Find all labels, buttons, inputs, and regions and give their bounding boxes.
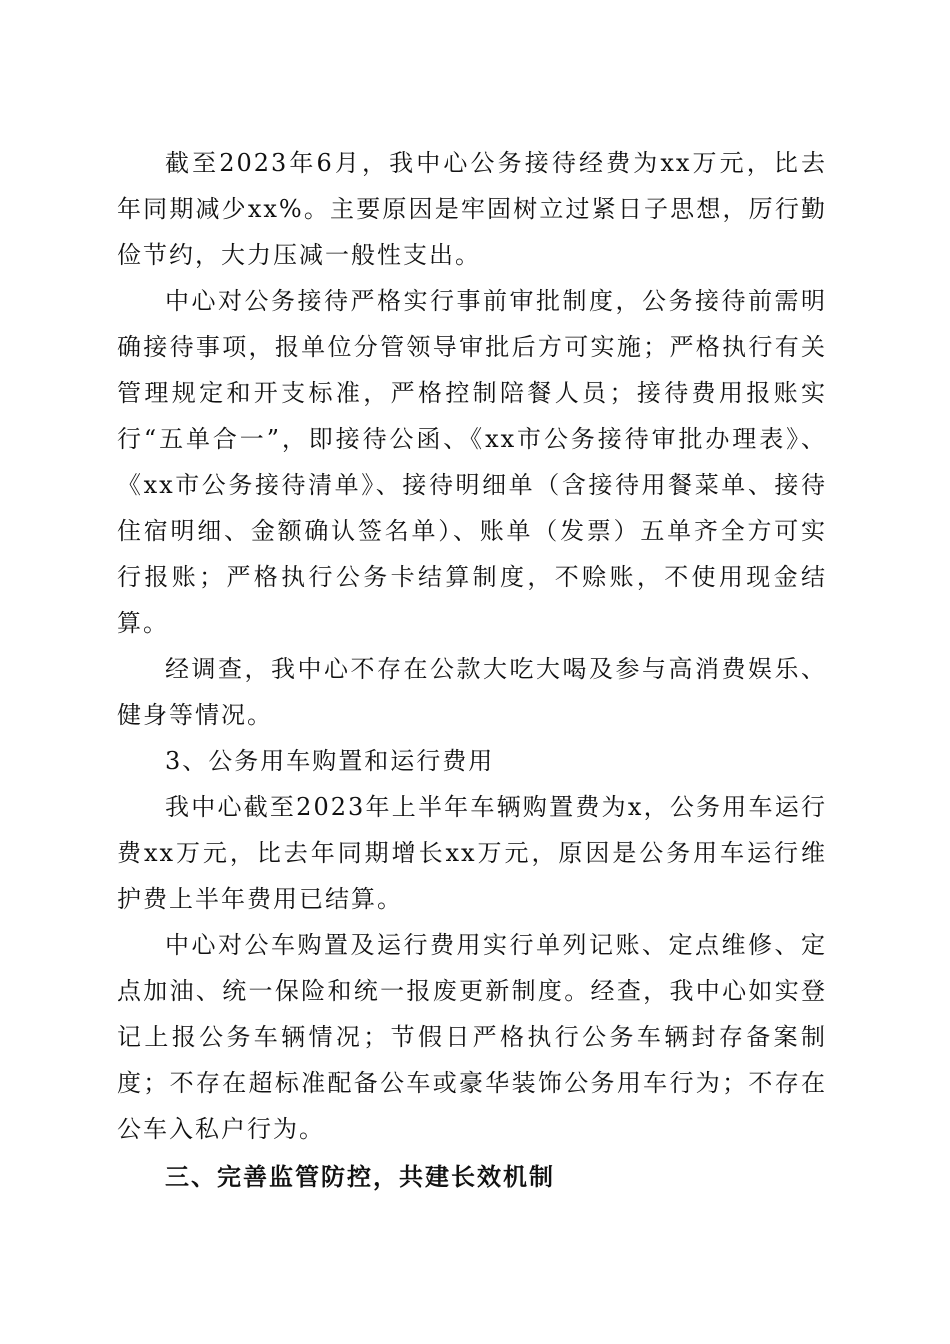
- paragraph-vehicle-expense-summary: 我中心截至2023年上半年车辆购置费为x，公务用车运行费xx万元，比去年同期增长xx万元，原因是公务用车运行维护费上半年费用已结算。: [117, 793, 827, 913]
- paragraph-investigation-result: 经调查，我中心不存在公款大吃大喝及参与高消费娱乐、健身等情况。: [117, 655, 827, 729]
- document-body: [117, 140, 827, 1200]
- paragraph-reception-approval-rules: 中心对公务接待严格实行事前审批制度，公务接待前需明确接待事项，报单位分管领导审批后方可实施；严格执行有关管理规定和开支标准，严格控制陪餐人员；接待费用报账实行“五单合一”，即接待公函、《xx市公务接待审批办理表》、《xx市公务接待清单》、接待明细单（含接待用餐菜单、接待住宿明细、金额确认签名单）、账单（发票）五单齐全方可实行报账；严格执行公务卡结算制度，不赊账，不使用现金结算。: [117, 287, 827, 637]
- section-heading: 三、完善监管防控，共建长效机制: [165, 1163, 555, 1191]
- subheading-vehicle-costs: 3、公务用车购置和运行费用: [165, 747, 495, 775]
- paragraph-vehicle-management-rules: 中心对公车购置及运行费用实行单列记账、定点维修、定点加油、统一保险和统一报废更新制度。经查，我中心如实登记上报公务车辆情况；节假日严格执行公务车辆封存备案制度；不存在超标准配备公车或豪华装饰公务用车行为；不存在公车入私户行为。: [117, 931, 827, 1143]
- paragraph-reception-expense-summary: 截至2023年6月，我中心公务接待经费为xx万元，比去年同期减少xx%。主要原因是牢固树立过紧日子思想，厉行勤俭节约，大力压减一般性支出。: [117, 149, 827, 269]
